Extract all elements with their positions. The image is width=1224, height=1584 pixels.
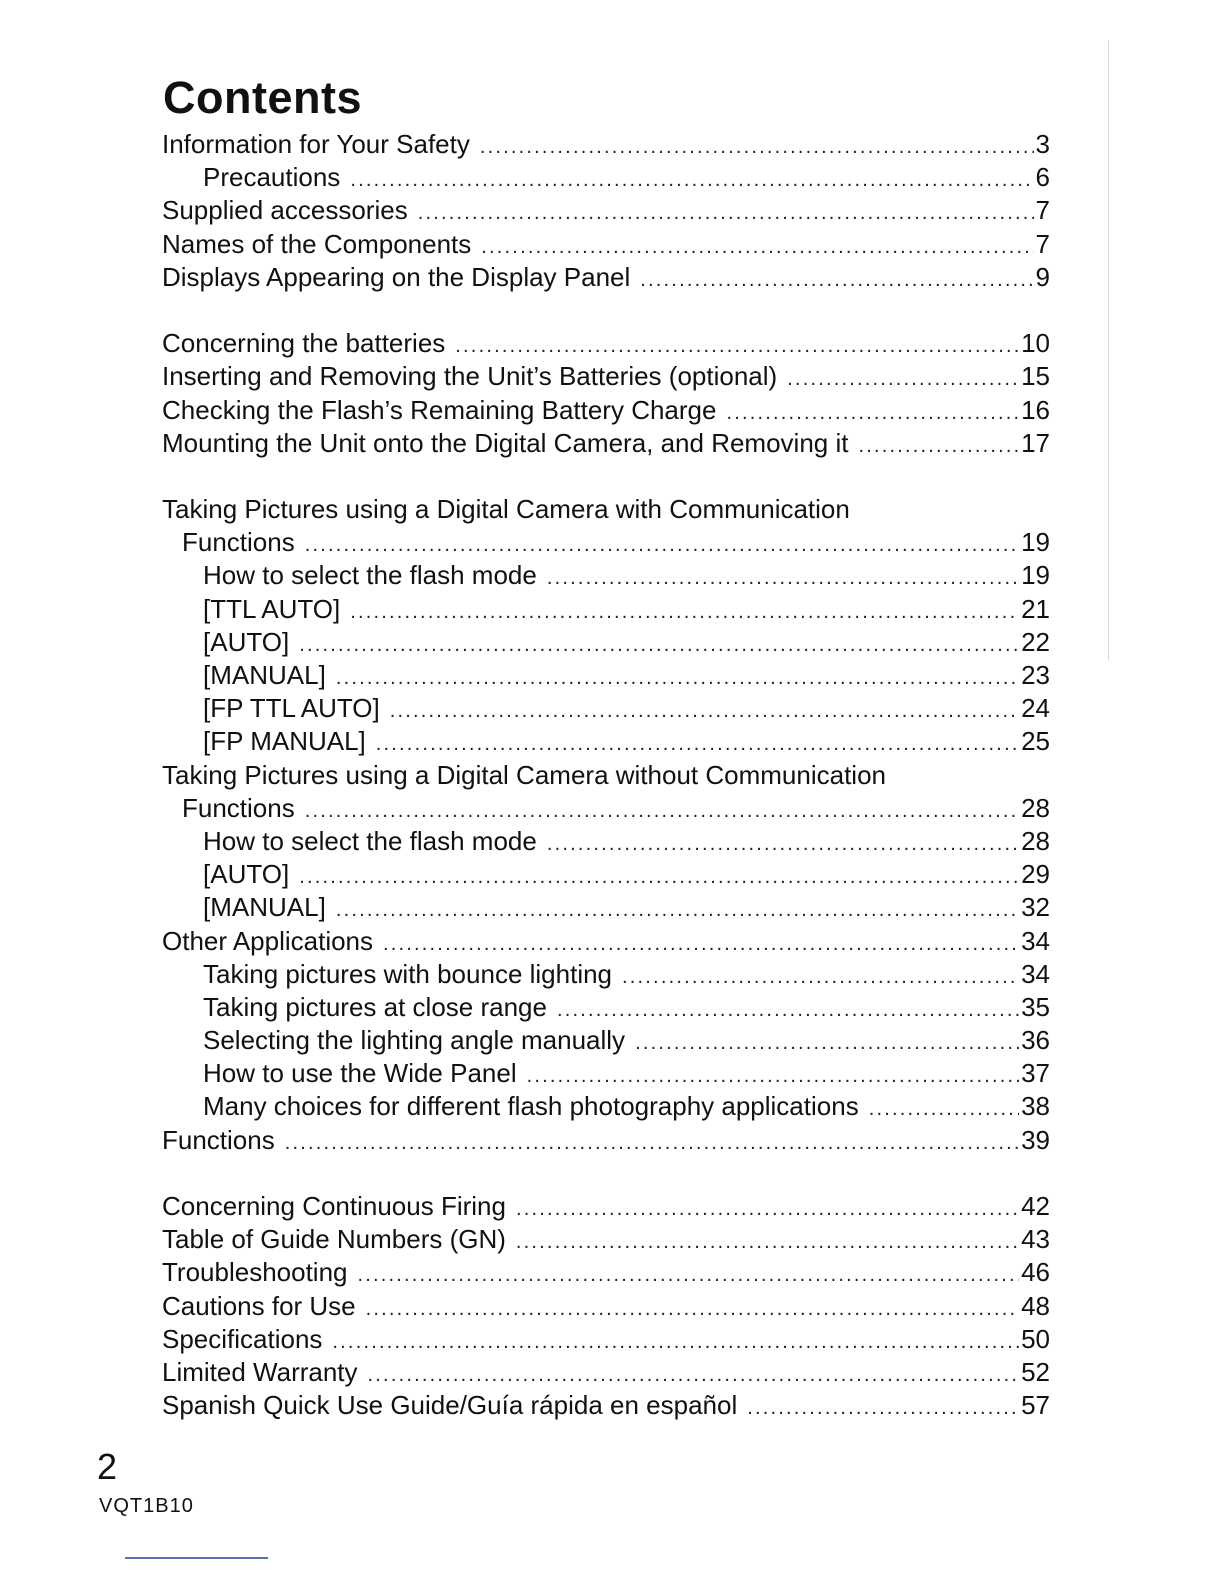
toc-entry-page: 48 xyxy=(1021,1290,1050,1321)
toc-entry-title: Functions xyxy=(182,792,295,823)
toc-entry-page: 25 xyxy=(1021,726,1050,757)
toc-entry xyxy=(160,991,1050,1024)
toc-entry xyxy=(160,360,1050,393)
dot-leader xyxy=(557,994,1019,1027)
toc-entry xyxy=(160,1124,1050,1157)
toc-entry xyxy=(160,261,1050,294)
toc-entry xyxy=(160,493,1050,526)
dot-leader xyxy=(787,363,1019,396)
dot-leader xyxy=(390,695,1019,728)
toc-entry-title: [MANUAL] xyxy=(203,660,326,690)
toc-entry xyxy=(160,925,1050,958)
toc-entry-page: 34 xyxy=(1021,958,1050,989)
toc-entry-title: Functions xyxy=(162,1124,275,1155)
toc-entry-page: 3 xyxy=(1035,129,1050,159)
toc-entry-page: 37 xyxy=(1021,1058,1050,1089)
toc-entry-title: [AUTO] xyxy=(203,859,290,890)
toc-entry-title: [TTL AUTO] xyxy=(203,593,341,624)
toc-entry xyxy=(160,659,1050,692)
toc-entry-title: Checking the Flash’s Remaining Battery Charge xyxy=(162,394,717,425)
dot-leader xyxy=(285,1127,1019,1160)
dot-leader xyxy=(527,1060,1019,1093)
toc-entry-page: 21 xyxy=(1021,593,1050,624)
document-code: VQT1B10 xyxy=(99,1495,194,1517)
dot-leader xyxy=(516,1226,1019,1259)
toc-entry xyxy=(160,692,1050,725)
toc-entry xyxy=(160,891,1050,924)
toc-entry xyxy=(160,161,1050,194)
toc-entry-title: Selecting the lighting angle manually xyxy=(203,1025,626,1056)
toc-entry xyxy=(160,427,1050,460)
toc-entry-page: 34 xyxy=(1021,925,1050,956)
toc-entry-page: 19 xyxy=(1021,527,1050,558)
toc-entry xyxy=(160,1290,1050,1323)
toc-entry-title: [MANUAL] xyxy=(203,892,326,923)
page-title: Contents xyxy=(163,72,362,123)
toc-entry xyxy=(160,1356,1050,1389)
toc-entry xyxy=(160,128,1050,161)
toc-entry-page: 46 xyxy=(1021,1257,1050,1288)
dot-leader xyxy=(305,529,1019,562)
dot-leader xyxy=(305,795,1019,828)
toc-entry-title: Taking pictures with bounce lighting xyxy=(203,958,613,989)
toc-entry xyxy=(160,1057,1050,1090)
toc-entry-title: How to use the Wide Panel xyxy=(203,1058,517,1089)
toc-entry xyxy=(160,228,1050,261)
dot-leader xyxy=(383,928,1019,961)
toc-entry xyxy=(160,792,1050,825)
toc-entry-title: Functions xyxy=(182,527,295,558)
toc-entry-title: Information for Your Safety xyxy=(162,129,470,159)
toc-entry-page: 57 xyxy=(1021,1390,1050,1421)
toc-entry-title: Precautions xyxy=(203,162,341,193)
toc-entry xyxy=(160,1256,1050,1289)
toc-entry-page: 50 xyxy=(1021,1323,1050,1354)
toc-entry xyxy=(160,626,1050,659)
toc-entry-page: 7 xyxy=(1035,195,1050,226)
toc-entry xyxy=(160,958,1050,991)
table-of-contents xyxy=(160,128,1050,1422)
toc-entry-page: 7 xyxy=(1035,228,1050,259)
toc-entry-page: 42 xyxy=(1021,1191,1050,1221)
toc-entry-page: 19 xyxy=(1021,560,1050,591)
toc-entry-page: 28 xyxy=(1021,792,1050,823)
dot-leader xyxy=(547,562,1019,595)
dot-leader xyxy=(516,1193,1019,1226)
toc-entry-title: Names of the Components xyxy=(162,228,472,259)
dot-leader xyxy=(455,330,1019,363)
toc-entry-title: Limited Warranty xyxy=(162,1356,358,1387)
toc-entry xyxy=(160,725,1050,758)
dot-leader xyxy=(336,894,1019,927)
dot-leader xyxy=(366,1293,1019,1326)
dot-leader xyxy=(726,397,1019,430)
toc-entry-title: Displays Appearing on the Display Panel xyxy=(162,261,631,292)
dot-leader xyxy=(640,264,1033,297)
toc-entry xyxy=(160,858,1050,891)
toc-entry-page: 38 xyxy=(1021,1091,1050,1122)
toc-entry xyxy=(160,1190,1050,1223)
dot-leader xyxy=(547,828,1019,861)
toc-entry-title: Troubleshooting xyxy=(162,1257,348,1288)
toc-entry-page: 52 xyxy=(1021,1356,1050,1387)
bottom-rule xyxy=(125,1557,268,1559)
toc-entry-title: Concerning the batteries xyxy=(162,328,446,359)
toc-entry-page: 9 xyxy=(1035,261,1050,292)
toc-entry-title: Taking Pictures using a Digital Camera without Communication xyxy=(162,759,886,790)
dot-leader xyxy=(622,961,1019,994)
toc-entry xyxy=(160,327,1050,360)
toc-entry xyxy=(160,593,1050,626)
dot-leader xyxy=(332,1326,1019,1359)
toc-entry-page: 35 xyxy=(1021,991,1050,1022)
scan-edge-mark xyxy=(1108,40,1109,660)
toc-entry xyxy=(160,1024,1050,1057)
dot-leader xyxy=(299,861,1019,894)
toc-entry-title: Inserting and Removing the Unit’s Batteries (optional) xyxy=(162,361,778,392)
dot-leader xyxy=(858,430,1019,463)
toc-entry-title: Supplied accessories xyxy=(162,195,408,226)
toc-entry-title: [AUTO] xyxy=(203,626,290,657)
dot-leader xyxy=(481,231,1033,264)
toc-entry-page: 24 xyxy=(1021,693,1050,724)
toc-entry-page: 22 xyxy=(1021,626,1050,657)
toc-entry-page: 6 xyxy=(1035,162,1050,193)
dot-leader xyxy=(350,164,1033,197)
toc-entry xyxy=(160,559,1050,592)
toc-entry-page: 39 xyxy=(1021,1124,1050,1155)
dot-leader xyxy=(358,1259,1020,1292)
dot-leader xyxy=(368,1359,1020,1392)
toc-entry-title: How to select the flash mode xyxy=(203,825,537,856)
dot-leader xyxy=(350,596,1019,629)
toc-entry-page: 23 xyxy=(1021,660,1050,690)
toc-entry xyxy=(160,825,1050,858)
toc-entry-page: 32 xyxy=(1021,892,1050,923)
toc-entry xyxy=(160,759,1050,792)
toc-entry xyxy=(160,1223,1050,1256)
toc-entry-title: Taking Pictures using a Digital Camera with Communication xyxy=(162,494,850,525)
toc-entry-title: Concerning Continuous Firing xyxy=(162,1191,506,1221)
dot-leader xyxy=(418,197,1034,230)
toc-entry-title: Spanish Quick Use Guide/Guía rápida en español xyxy=(162,1390,738,1421)
toc-entry-page: 36 xyxy=(1021,1025,1050,1056)
toc-entry-title: Taking pictures at close range xyxy=(203,991,547,1022)
dot-leader xyxy=(376,728,1019,761)
toc-entry-title: Specifications xyxy=(162,1323,323,1354)
dot-leader xyxy=(635,1027,1019,1060)
toc-entry-title: [FP TTL AUTO] xyxy=(203,693,380,724)
toc-entry-page: 28 xyxy=(1021,825,1050,856)
toc-entry-page: 17 xyxy=(1021,427,1050,458)
toc-entry xyxy=(160,1323,1050,1356)
toc-entry-page: 10 xyxy=(1021,328,1050,359)
toc-entry-title: How to select the flash mode xyxy=(203,560,537,591)
toc-entry xyxy=(160,526,1050,559)
toc-entry-title: Cautions for Use xyxy=(162,1290,356,1321)
toc-entry-page: 15 xyxy=(1021,361,1050,392)
toc-entry xyxy=(160,194,1050,227)
toc-entry xyxy=(160,394,1050,427)
toc-entry-title: Other Applications xyxy=(162,925,374,956)
toc-entry-title: Many choices for different flash photography applications xyxy=(203,1091,859,1122)
dot-leader xyxy=(299,629,1019,662)
toc-entry-page: 43 xyxy=(1021,1224,1050,1255)
toc-entry-page: 16 xyxy=(1021,394,1050,425)
toc-entry-title: [FP MANUAL] xyxy=(203,726,366,757)
toc-entry xyxy=(160,1090,1050,1123)
toc-entry-title: Table of Guide Numbers (GN) xyxy=(162,1224,506,1255)
page-number: 2 xyxy=(97,1446,118,1487)
toc-entry-page: 29 xyxy=(1021,859,1050,890)
toc-entry xyxy=(160,1389,1050,1422)
dot-leader xyxy=(336,662,1019,695)
toc-entry-title: Mounting the Unit onto the Digital Camera, and Removing it xyxy=(162,427,849,458)
dot-leader xyxy=(747,1392,1019,1425)
dot-leader xyxy=(869,1093,1019,1126)
dot-leader xyxy=(480,131,1034,164)
